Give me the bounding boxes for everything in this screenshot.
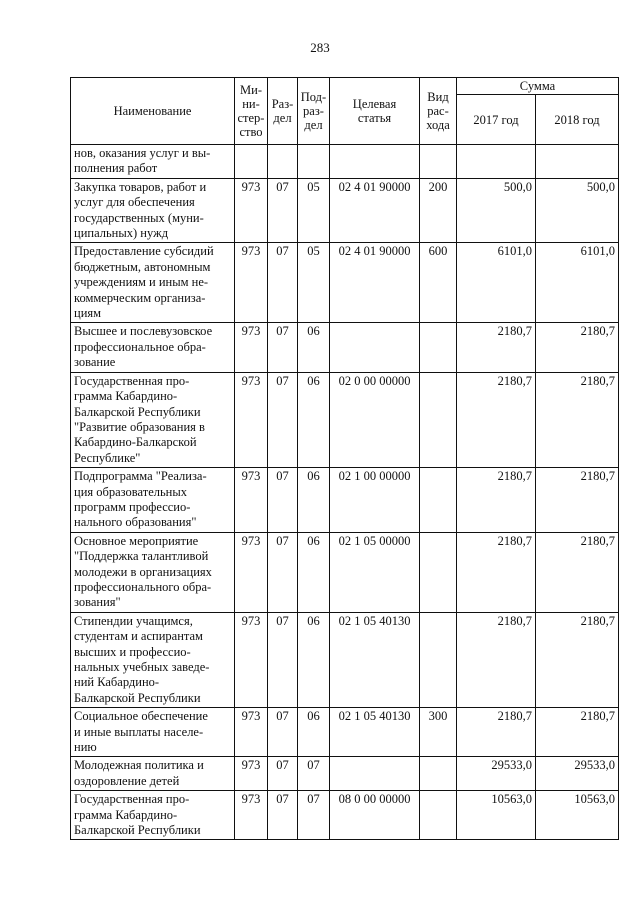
cell-name: Стипендии учащимся, студентам и аспирантам высших и профессио- нальных учебных заведе- ний Кабардино- Балкарской Республики (71, 612, 235, 707)
cell-subsection: 06 (298, 468, 330, 533)
cell-expense-type (420, 145, 457, 179)
cell-target (330, 757, 420, 791)
cell-amount-2017: 6101,0 (457, 243, 536, 323)
cell-target (330, 323, 420, 372)
cell-expense-type (420, 372, 457, 467)
cell-subsection: 05 (298, 178, 330, 243)
page-number: 283 (310, 40, 330, 55)
cell-name: Государственная про- грамма Кабардино- Балкарской Республики (71, 791, 235, 840)
cell-name: Молодежная политика и оздоровление детей (71, 757, 235, 791)
cell-name: Предоставление субсидий бюджетным, автономным учреждениям и иным не- коммерческим организа- циям (71, 243, 235, 323)
header-name: Наименование (71, 78, 235, 145)
cell-amount-2017: 2180,7 (457, 532, 536, 612)
cell-section: 07 (268, 468, 298, 533)
header-ministry: Ми- ни- стер- ство (235, 78, 268, 145)
cell-expense-type (420, 323, 457, 372)
cell-name: Закупка товаров, работ и услуг для обеспечения государственных (муни- ципальных) нужд (71, 178, 235, 243)
cell-ministry: 973 (235, 532, 268, 612)
table-row (71, 145, 619, 179)
header-year-2017: 2017 год (457, 95, 536, 145)
cell-expense-type: 300 (420, 708, 457, 757)
budget-table (70, 77, 619, 840)
cell-section: 07 (268, 243, 298, 323)
table-row (71, 791, 619, 840)
cell-section (268, 145, 298, 179)
cell-target: 02 4 01 90000 (330, 178, 420, 243)
header-subsection: Под- раз- дел (298, 78, 330, 145)
header-expense-type: Вид рас- хода (420, 78, 457, 145)
cell-ministry: 973 (235, 708, 268, 757)
cell-ministry: 973 (235, 323, 268, 372)
cell-amount-2017: 10563,0 (457, 791, 536, 840)
cell-ministry: 973 (235, 757, 268, 791)
table-row (71, 468, 619, 533)
cell-expense-type (420, 757, 457, 791)
cell-target: 02 1 00 00000 (330, 468, 420, 533)
cell-amount-2018: 2180,7 (536, 323, 619, 372)
cell-amount-2018: 10563,0 (536, 791, 619, 840)
cell-name: Высшее и послевузовское профессиональное обра- зование (71, 323, 235, 372)
cell-name: нов, оказания услуг и вы- полнения работ (71, 145, 235, 179)
table-row (71, 708, 619, 757)
cell-amount-2017: 2180,7 (457, 372, 536, 467)
cell-section: 07 (268, 532, 298, 612)
cell-amount-2018: 2180,7 (536, 468, 619, 533)
cell-ministry: 973 (235, 468, 268, 533)
cell-ministry: 973 (235, 243, 268, 323)
cell-expense-type: 600 (420, 243, 457, 323)
header-target: Целевая статья (330, 78, 420, 145)
cell-expense-type (420, 468, 457, 533)
cell-subsection: 05 (298, 243, 330, 323)
cell-expense-type: 200 (420, 178, 457, 243)
cell-amount-2017: 500,0 (457, 178, 536, 243)
cell-section: 07 (268, 323, 298, 372)
cell-expense-type (420, 612, 457, 707)
cell-subsection: 06 (298, 323, 330, 372)
table-row (71, 323, 619, 372)
cell-ministry: 973 (235, 372, 268, 467)
cell-target (330, 145, 420, 179)
cell-target: 02 1 05 40130 (330, 708, 420, 757)
cell-section: 07 (268, 791, 298, 840)
cell-section: 07 (268, 612, 298, 707)
header-section: Раз- дел (268, 78, 298, 145)
cell-subsection: 06 (298, 372, 330, 467)
cell-subsection: 07 (298, 791, 330, 840)
cell-amount-2017: 2180,7 (457, 708, 536, 757)
cell-ministry (235, 145, 268, 179)
table-row (71, 243, 619, 323)
cell-ministry: 973 (235, 612, 268, 707)
table-header (71, 78, 619, 145)
header-year-2018: 2018 год (536, 95, 619, 145)
cell-subsection: 06 (298, 612, 330, 707)
cell-ministry: 973 (235, 178, 268, 243)
cell-name: Государственная про- грамма Кабардино- Балкарской Республики "Развитие образования в Кабардино-Балкарской Республике" (71, 372, 235, 467)
cell-target: 02 4 01 90000 (330, 243, 420, 323)
header-amount: Сумма (457, 78, 619, 95)
cell-section: 07 (268, 372, 298, 467)
cell-name: Социальное обеспечение и иные выплаты населе- нию (71, 708, 235, 757)
cell-amount-2017: 29533,0 (457, 757, 536, 791)
cell-amount-2018 (536, 145, 619, 179)
cell-amount-2017 (457, 145, 536, 179)
table-row (71, 372, 619, 467)
table-body (71, 145, 619, 840)
cell-section: 07 (268, 708, 298, 757)
cell-amount-2018: 29533,0 (536, 757, 619, 791)
cell-amount-2017: 2180,7 (457, 468, 536, 533)
table-row (71, 612, 619, 707)
table-row (71, 178, 619, 243)
cell-amount-2018: 2180,7 (536, 708, 619, 757)
cell-amount-2017: 2180,7 (457, 323, 536, 372)
cell-subsection: 06 (298, 708, 330, 757)
cell-amount-2017: 2180,7 (457, 612, 536, 707)
cell-subsection: 06 (298, 532, 330, 612)
cell-amount-2018: 2180,7 (536, 612, 619, 707)
table-row (71, 532, 619, 612)
cell-target: 02 1 05 00000 (330, 532, 420, 612)
cell-name: Подпрограмма "Реализа- ция образовательных программ профессио- нального образования" (71, 468, 235, 533)
cell-subsection (298, 145, 330, 179)
cell-amount-2018: 500,0 (536, 178, 619, 243)
cell-target: 02 0 00 00000 (330, 372, 420, 467)
cell-expense-type (420, 532, 457, 612)
cell-expense-type (420, 791, 457, 840)
cell-ministry: 973 (235, 791, 268, 840)
cell-name: Основное мероприятие "Поддержка талантливой молодежи в организациях профессионального обра- зования" (71, 532, 235, 612)
cell-section: 07 (268, 757, 298, 791)
cell-target: 02 1 05 40130 (330, 612, 420, 707)
cell-amount-2018: 2180,7 (536, 532, 619, 612)
cell-target: 08 0 00 00000 (330, 791, 420, 840)
cell-section: 07 (268, 178, 298, 243)
cell-amount-2018: 2180,7 (536, 372, 619, 467)
cell-amount-2018: 6101,0 (536, 243, 619, 323)
table-row (71, 757, 619, 791)
cell-subsection: 07 (298, 757, 330, 791)
